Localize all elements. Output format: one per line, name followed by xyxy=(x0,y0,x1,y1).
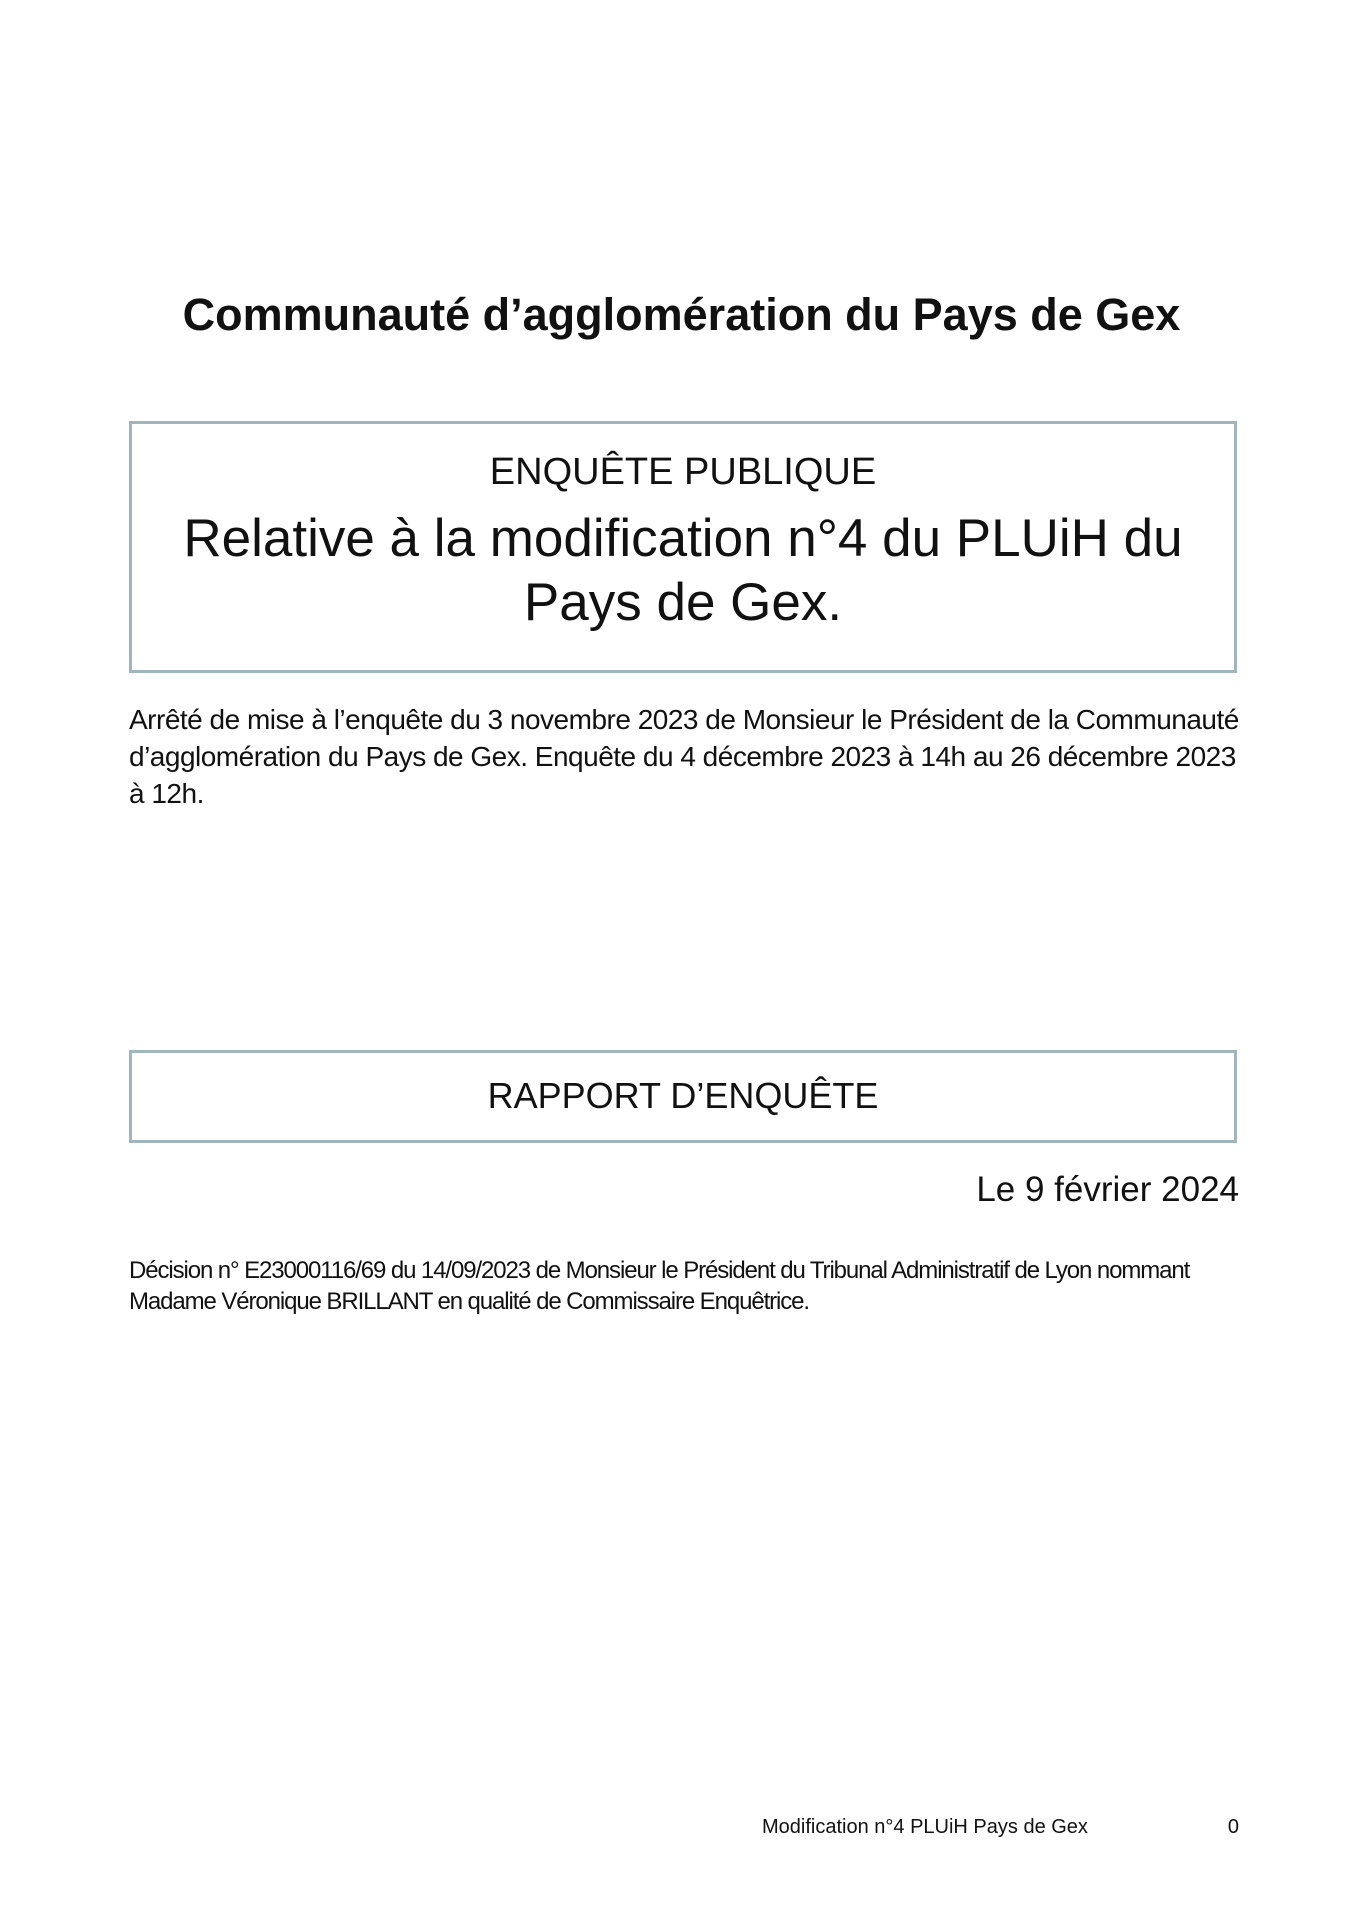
page-title: Communauté d’agglomération du Pays de Gex xyxy=(182,289,1181,340)
enquete-subject: Relative à la modification n°4 du PLUiH du Pays de Gex. xyxy=(183,509,1183,632)
report-title: RAPPORT D’ENQUÊTE xyxy=(487,1075,879,1116)
enquete-kicker: ENQUÊTE PUBLIQUE xyxy=(489,451,877,493)
arrete-paragraph: Arrêté de mise à l’enquête du 3 novembre 2023 de Monsieur le Président de la Communauté d’agglomération du Pays de Gex. Enquête du 4 décembre 2023 à 14h au 26 décembre 2023 à 12h. xyxy=(129,704,1239,809)
report-date: Le 9 février 2024 xyxy=(976,1170,1239,1209)
footer-text: Modification n°4 PLUiH Pays de Gex xyxy=(762,1816,1088,1838)
report-box xyxy=(129,1050,1237,1143)
enquete-publique-box xyxy=(129,421,1237,673)
decision-paragraph: Décision n° E23000116/69 du 14/09/2023 de Monsieur le Président du Tribunal Administratif de Lyon nommant Madame Véronique BRILLANT en qualité de Commissaire Enquêtrice. xyxy=(129,1257,1190,1315)
page-number: 0 xyxy=(1227,1816,1239,1838)
